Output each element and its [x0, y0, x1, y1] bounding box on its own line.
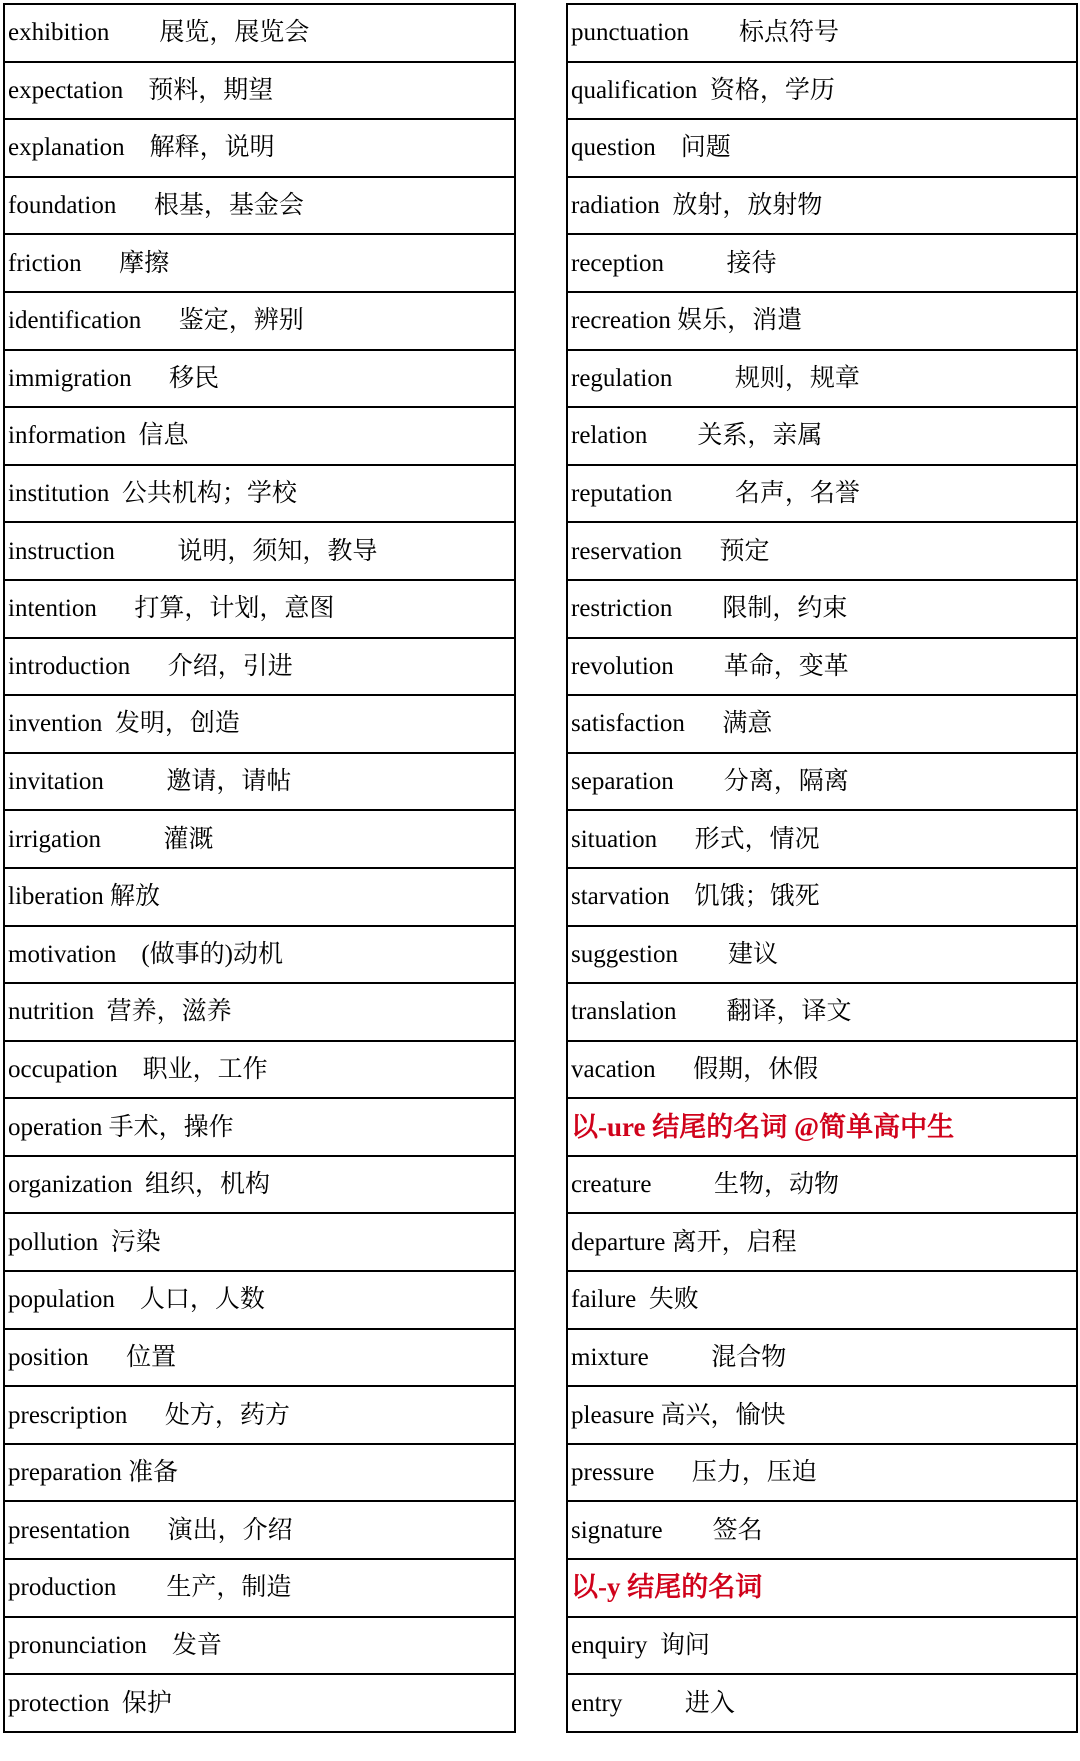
vocab-entry: friction 摩擦 — [4, 234, 515, 292]
vocab-entry: production 生产，制造 — [4, 1559, 515, 1617]
table-row — [4, 753, 515, 811]
vocab-entry: satisfaction 满意 — [567, 695, 1077, 753]
table-row — [4, 638, 515, 696]
table-row — [4, 4, 515, 62]
vocab-entry: presentation 演出，介绍 — [4, 1501, 515, 1559]
vocab-table-right-body — [567, 4, 1077, 1732]
table-row — [4, 292, 515, 350]
table-row — [4, 177, 515, 235]
table-row — [567, 580, 1077, 638]
vocab-entry: failure 失败 — [567, 1271, 1077, 1329]
vocab-entry: separation 分离，隔离 — [567, 753, 1077, 811]
vocab-table-left-body — [4, 4, 515, 1732]
table-row — [567, 1041, 1077, 1099]
vocab-table-right — [566, 3, 1078, 1733]
table-row — [4, 1271, 515, 1329]
table-row — [4, 1617, 515, 1675]
table-row — [567, 292, 1077, 350]
vocab-entry: foundation 根基，基金会 — [4, 177, 515, 235]
vocab-entry: preparation 准备 — [4, 1444, 515, 1502]
table-row — [567, 4, 1077, 62]
vocab-entry: invention 发明，创造 — [4, 695, 515, 753]
vocab-entry: protection 保护 — [4, 1674, 515, 1732]
table-row — [567, 62, 1077, 120]
table-row — [567, 1559, 1077, 1617]
section-heading: 以-y 结尾的名词 — [567, 1559, 1077, 1617]
table-row — [567, 1271, 1077, 1329]
table-row — [4, 695, 515, 753]
table-row — [567, 1444, 1077, 1502]
table-row — [567, 868, 1077, 926]
table-row — [4, 1156, 515, 1214]
table-row — [4, 810, 515, 868]
vocab-entry: institution 公共机构；学校 — [4, 465, 515, 523]
vocab-entry: pronunciation 发音 — [4, 1617, 515, 1675]
table-row — [567, 1329, 1077, 1387]
vocab-entry: punctuation 标点符号 — [567, 4, 1077, 62]
vocab-entry: irrigation 灌溉 — [4, 810, 515, 868]
vocab-table-left — [3, 3, 516, 1733]
table-row — [567, 1213, 1077, 1271]
vocab-entry: revolution 革命，变革 — [567, 638, 1077, 696]
vocab-entry: regulation 规则，规章 — [567, 350, 1077, 408]
table-row — [4, 926, 515, 984]
table-row — [4, 1559, 515, 1617]
table-row — [567, 522, 1077, 580]
table-row — [567, 753, 1077, 811]
table-row — [4, 1386, 515, 1444]
table-row — [4, 62, 515, 120]
vocab-entry: motivation (做事的)动机 — [4, 926, 515, 984]
table-row — [4, 119, 515, 177]
vocab-entry: recreation 娱乐，消遣 — [567, 292, 1077, 350]
table-row — [567, 695, 1077, 753]
vocab-entry: prescription 处方，药方 — [4, 1386, 515, 1444]
table-row — [4, 868, 515, 926]
vocab-entry: enquiry 询问 — [567, 1617, 1077, 1675]
vocab-entry: nutrition 营养，滋养 — [4, 983, 515, 1041]
table-row — [4, 1098, 515, 1156]
vocab-entry: expectation 预料，期望 — [4, 62, 515, 120]
table-row — [567, 1617, 1077, 1675]
vocab-entry: relation 关系，亲属 — [567, 407, 1077, 465]
table-row — [4, 1213, 515, 1271]
table-row — [567, 407, 1077, 465]
vocab-entry: instruction 说明，须知，教导 — [4, 522, 515, 580]
vocab-entry: position 位置 — [4, 1329, 515, 1387]
table-row — [567, 638, 1077, 696]
vocab-entry: starvation 饥饿；饿死 — [567, 868, 1077, 926]
vocab-entry: radiation 放射，放射物 — [567, 177, 1077, 235]
vocab-entry: organization 组织，机构 — [4, 1156, 515, 1214]
table-row — [4, 580, 515, 638]
vocab-entry: departure 离开，启程 — [567, 1213, 1077, 1271]
vocab-entry: mixture 混合物 — [567, 1329, 1077, 1387]
table-row — [567, 810, 1077, 868]
table-row — [567, 1156, 1077, 1214]
table-row — [567, 234, 1077, 292]
table-row — [4, 983, 515, 1041]
table-row — [4, 407, 515, 465]
vocab-entry: restriction 限制，约束 — [567, 580, 1077, 638]
vocab-entry: liberation 解放 — [4, 868, 515, 926]
table-row — [567, 465, 1077, 523]
vocab-entry: reservation 预定 — [567, 522, 1077, 580]
vocab-entry: reception 接待 — [567, 234, 1077, 292]
table-row — [4, 1444, 515, 1502]
vocab-entry: exhibition 展览，展览会 — [4, 4, 515, 62]
vocab-entry: population 人口，人数 — [4, 1271, 515, 1329]
table-row — [567, 926, 1077, 984]
table-row — [4, 234, 515, 292]
table-row — [567, 1501, 1077, 1559]
vocab-entry: creature 生物，动物 — [567, 1156, 1077, 1214]
section-heading: 以-ure 结尾的名词 @简单高中生 — [567, 1098, 1077, 1156]
vocab-entry: reputation 名声，名誉 — [567, 465, 1077, 523]
vocab-entry: occupation 职业，工作 — [4, 1041, 515, 1099]
vocab-entry: translation 翻译，译文 — [567, 983, 1077, 1041]
vocab-entry: question 问题 — [567, 119, 1077, 177]
vocab-entry: suggestion 建议 — [567, 926, 1077, 984]
table-row — [4, 1674, 515, 1732]
table-row — [567, 1098, 1077, 1156]
table-row — [4, 522, 515, 580]
table-row — [567, 1674, 1077, 1732]
table-row — [567, 177, 1077, 235]
table-row — [567, 1386, 1077, 1444]
table-row — [567, 983, 1077, 1041]
table-row — [4, 465, 515, 523]
vocab-entry: information 信息 — [4, 407, 515, 465]
table-row — [4, 1501, 515, 1559]
vocab-entry: identification 鉴定，辨别 — [4, 292, 515, 350]
vocab-entry: entry 进入 — [567, 1674, 1077, 1732]
vocab-entry: operation 手术，操作 — [4, 1098, 515, 1156]
vocab-entry: explanation 解释，说明 — [4, 119, 515, 177]
table-row — [4, 1041, 515, 1099]
vocab-entry: immigration 移民 — [4, 350, 515, 408]
vocab-entry: pollution 污染 — [4, 1213, 515, 1271]
vocab-entry: vacation 假期，休假 — [567, 1041, 1077, 1099]
table-row — [4, 1329, 515, 1387]
vocab-entry: pleasure 高兴，愉快 — [567, 1386, 1077, 1444]
table-row — [567, 119, 1077, 177]
vocab-entry: situation 形式，情况 — [567, 810, 1077, 868]
vocab-entry: pressure 压力，压迫 — [567, 1444, 1077, 1502]
vocab-entry: signature 签名 — [567, 1501, 1077, 1559]
vocab-entry: intention 打算，计划，意图 — [4, 580, 515, 638]
table-row — [4, 350, 515, 408]
vocab-entry: invitation 邀请，请帖 — [4, 753, 515, 811]
vocab-entry: introduction 介绍，引进 — [4, 638, 515, 696]
vocab-entry: qualification 资格，学历 — [567, 62, 1077, 120]
table-row — [567, 350, 1077, 408]
